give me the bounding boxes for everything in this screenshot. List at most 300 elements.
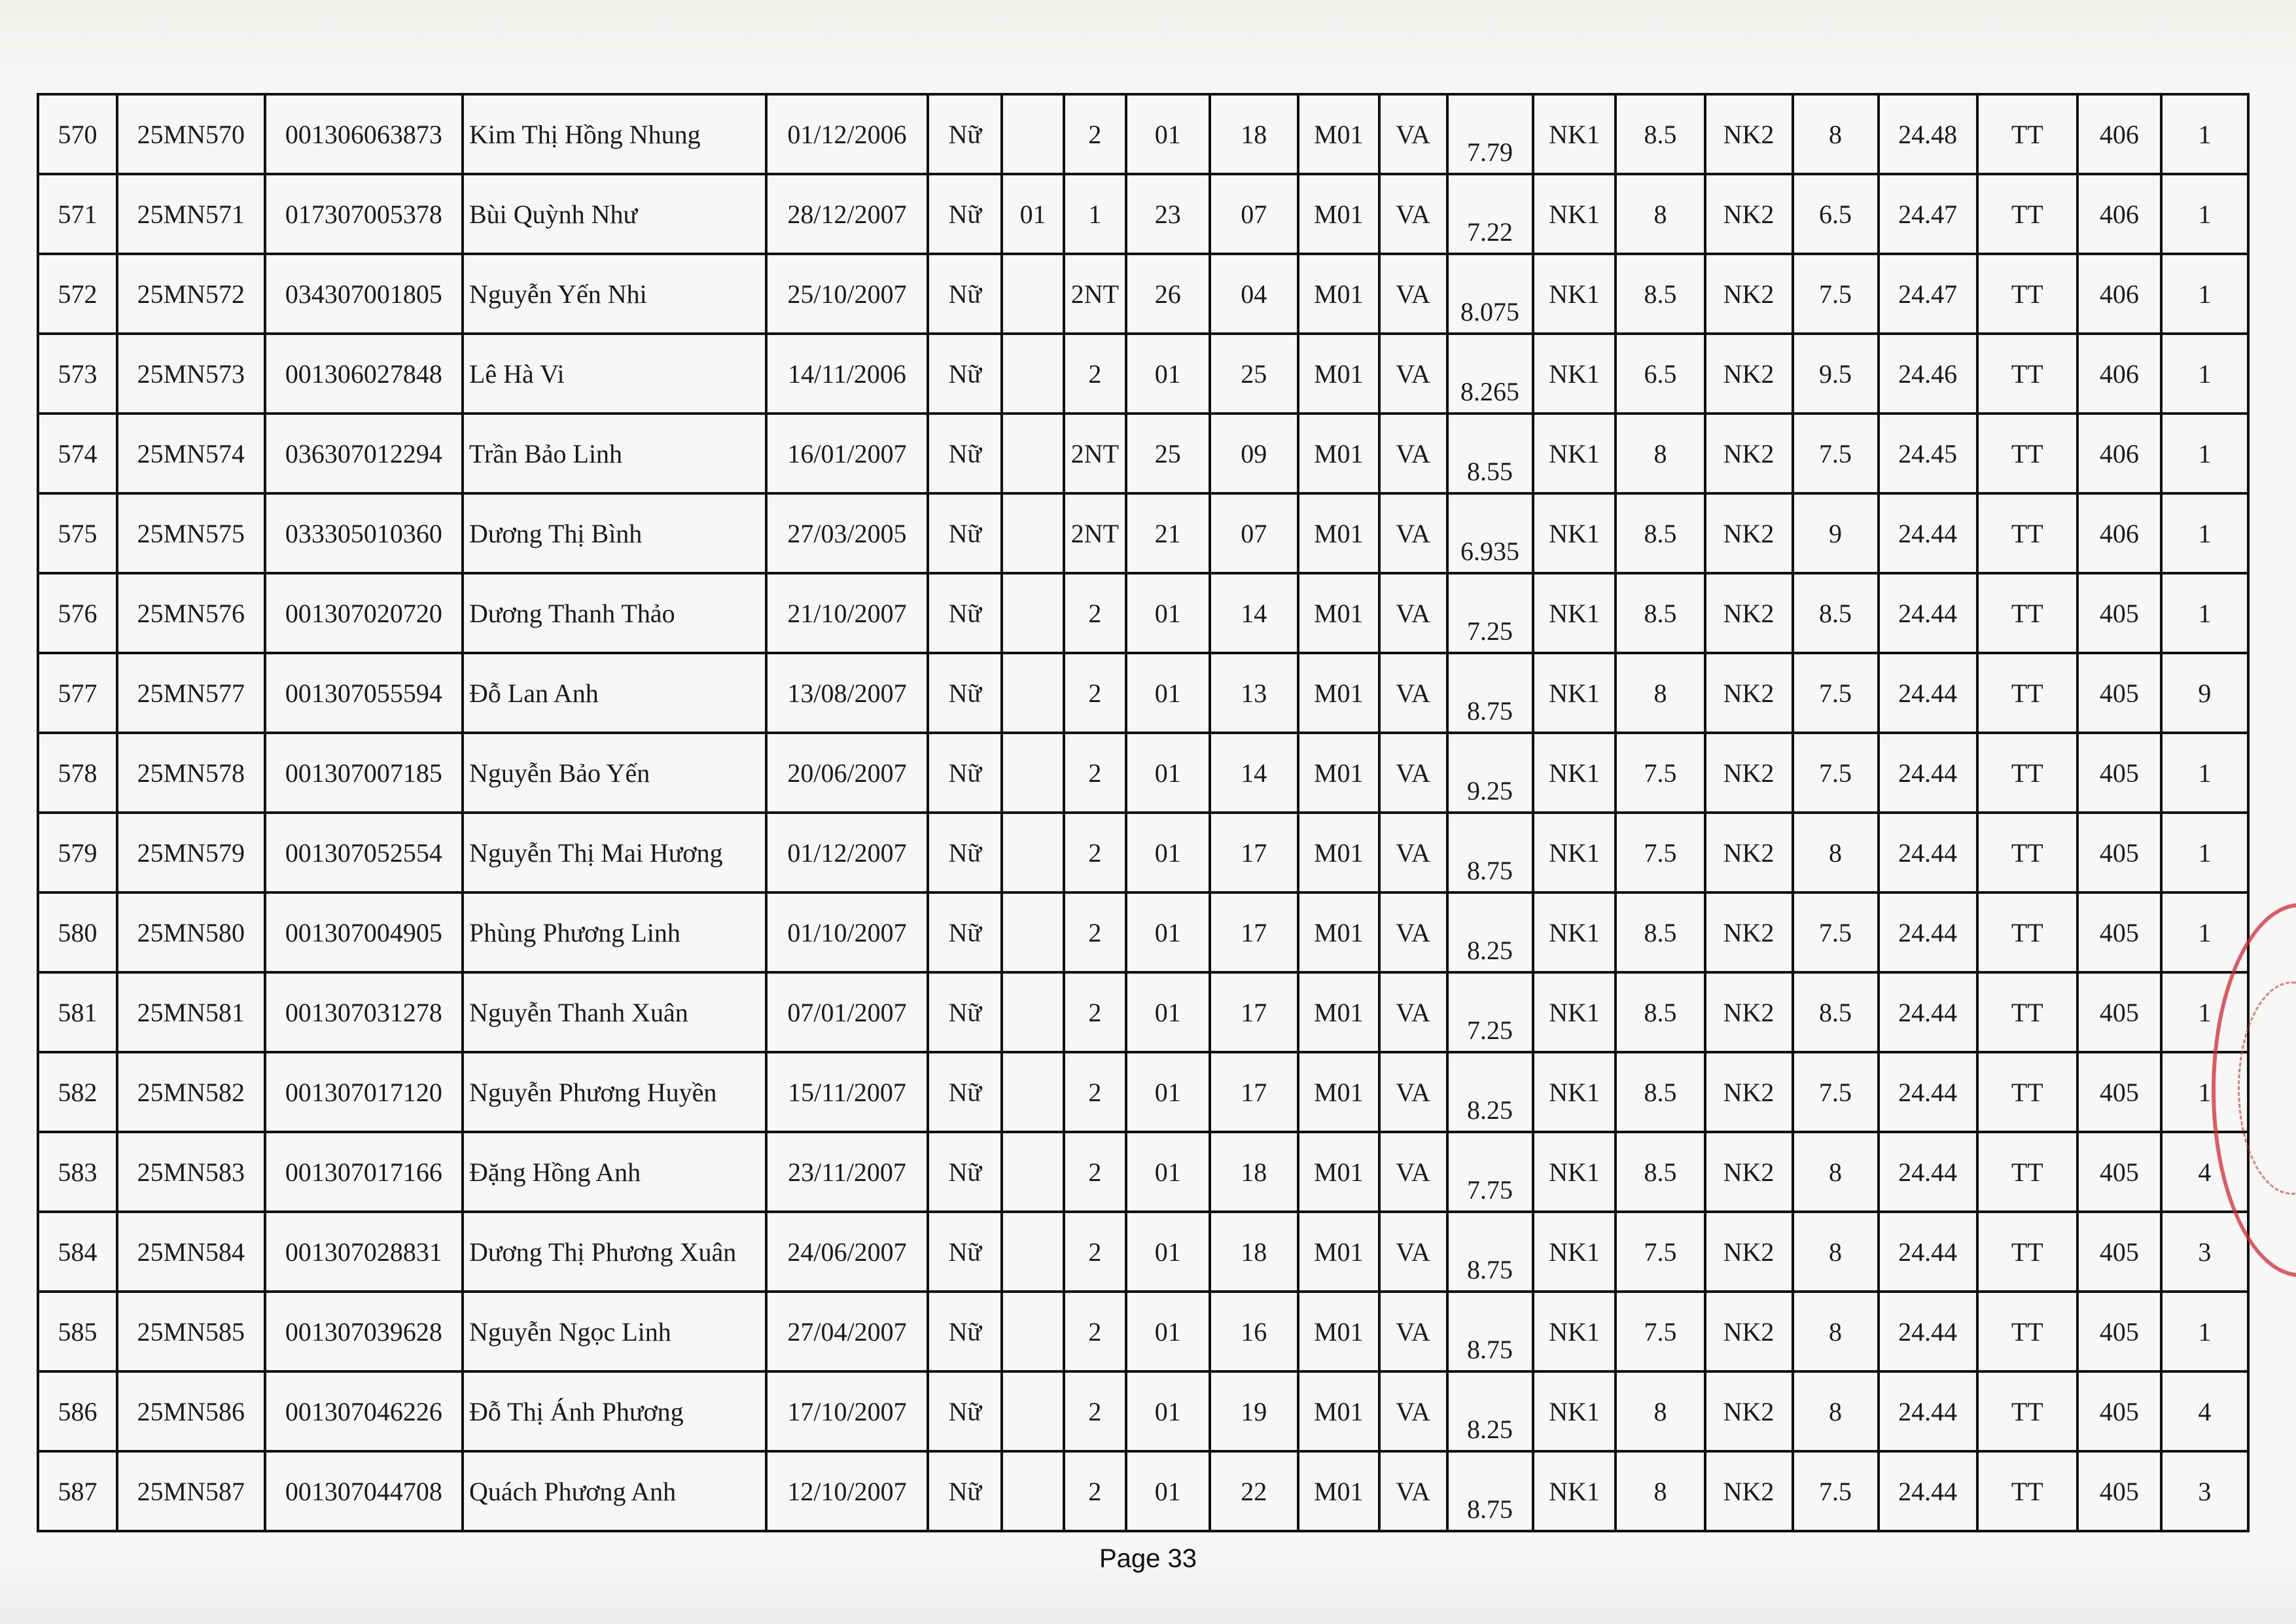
cell-subject-code: VA bbox=[1379, 94, 1447, 174]
cell-exam-block: M01 bbox=[1298, 1132, 1379, 1212]
cell-aptitude-2-code: NK2 bbox=[1705, 334, 1793, 414]
cell-wish-order: 3 bbox=[2161, 1212, 2248, 1292]
cell-birth-date: 07/01/2007 bbox=[766, 972, 928, 1052]
cell-birth-date: 23/11/2007 bbox=[766, 1132, 928, 1212]
cell-total-score: 24.44 bbox=[1879, 892, 1977, 972]
cell-aptitude-2-score: 8.5 bbox=[1793, 972, 1879, 1052]
cell-birth-date: 14/11/2006 bbox=[766, 334, 928, 414]
table-row bbox=[38, 94, 2248, 174]
cell-stt: 587 bbox=[38, 1451, 117, 1531]
cell-province-code: 01 bbox=[1126, 1371, 1210, 1451]
cell-wish-order: 3 bbox=[2161, 1451, 2248, 1531]
cell-candidate-code: 25MN581 bbox=[117, 972, 265, 1052]
cell-subject-score: 6.935 bbox=[1447, 493, 1533, 573]
cell-subject-score: 8.75 bbox=[1447, 813, 1533, 892]
cell-exam-block: M01 bbox=[1298, 94, 1379, 174]
cell-status: TT bbox=[1977, 733, 2077, 813]
table-row bbox=[38, 254, 2248, 334]
cell-birth-date: 01/12/2007 bbox=[766, 813, 928, 892]
cell-province-code: 01 bbox=[1126, 1292, 1210, 1371]
cell-gender: Nữ bbox=[928, 254, 1002, 334]
cell-exam-block: M01 bbox=[1298, 1292, 1379, 1371]
cell-id-number: 001307028831 bbox=[265, 1212, 463, 1292]
cell-subject-score: 7.79 bbox=[1447, 94, 1533, 174]
cell-subject-score: 8.25 bbox=[1447, 892, 1533, 972]
cell-priority-object bbox=[1002, 1132, 1064, 1212]
cell-aptitude-2-score: 7.5 bbox=[1793, 1451, 1879, 1531]
cell-aptitude-1-score: 8 bbox=[1616, 1371, 1704, 1451]
cell-gender: Nữ bbox=[928, 1451, 1002, 1531]
cell-district-code: 13 bbox=[1210, 653, 1298, 733]
cell-full-name: Nguyễn Yến Nhi bbox=[463, 254, 766, 334]
table-row bbox=[38, 972, 2248, 1052]
table-row bbox=[38, 1292, 2248, 1371]
cell-aptitude-1-score: 8 bbox=[1616, 414, 1704, 493]
cell-full-name: Dương Thanh Thảo bbox=[463, 573, 766, 653]
cell-area: 1 bbox=[1064, 174, 1126, 254]
cell-subject-score: 7.22 bbox=[1447, 174, 1533, 254]
cell-gender: Nữ bbox=[928, 1371, 1002, 1451]
cell-candidate-code: 25MN583 bbox=[117, 1132, 265, 1212]
cell-wish-order: 1 bbox=[2161, 94, 2248, 174]
table-row bbox=[38, 414, 2248, 493]
cell-rank-code: 405 bbox=[2077, 1371, 2161, 1451]
cell-aptitude-2-code: NK2 bbox=[1705, 892, 1793, 972]
cell-exam-block: M01 bbox=[1298, 334, 1379, 414]
cell-aptitude-2-code: NK2 bbox=[1705, 493, 1793, 573]
cell-total-score: 24.47 bbox=[1879, 174, 1977, 254]
cell-aptitude-1-code: NK1 bbox=[1533, 1292, 1616, 1371]
cell-total-score: 24.44 bbox=[1879, 653, 1977, 733]
cell-area: 2 bbox=[1064, 334, 1126, 414]
cell-province-code: 01 bbox=[1126, 653, 1210, 733]
cell-priority-object bbox=[1002, 573, 1064, 653]
cell-birth-date: 17/10/2007 bbox=[766, 1371, 928, 1451]
cell-aptitude-1-code: NK1 bbox=[1533, 1451, 1616, 1531]
table-row bbox=[38, 733, 2248, 813]
cell-exam-block: M01 bbox=[1298, 1212, 1379, 1292]
cell-full-name: Nguyễn Thanh Xuân bbox=[463, 972, 766, 1052]
cell-aptitude-2-score: 8 bbox=[1793, 1371, 1879, 1451]
cell-id-number: 034307001805 bbox=[265, 254, 463, 334]
cell-area: 2 bbox=[1064, 1292, 1126, 1371]
cell-id-number: 033305010360 bbox=[265, 493, 463, 573]
cell-aptitude-1-score: 7.5 bbox=[1616, 1212, 1704, 1292]
cell-district-code: 25 bbox=[1210, 334, 1298, 414]
cell-wish-order: 1 bbox=[2161, 573, 2248, 653]
cell-subject-code: VA bbox=[1379, 972, 1447, 1052]
cell-priority-object bbox=[1002, 334, 1064, 414]
cell-subject-code: VA bbox=[1379, 1451, 1447, 1531]
cell-subject-score: 8.75 bbox=[1447, 1212, 1533, 1292]
cell-district-code: 22 bbox=[1210, 1451, 1298, 1531]
cell-aptitude-1-score: 6.5 bbox=[1616, 334, 1704, 414]
cell-gender: Nữ bbox=[928, 1132, 1002, 1212]
cell-aptitude-1-score: 8 bbox=[1616, 174, 1704, 254]
cell-exam-block: M01 bbox=[1298, 1451, 1379, 1531]
table-row bbox=[38, 1212, 2248, 1292]
cell-aptitude-2-score: 8 bbox=[1793, 813, 1879, 892]
cell-aptitude-1-score: 7.5 bbox=[1616, 1292, 1704, 1371]
cell-province-code: 01 bbox=[1126, 813, 1210, 892]
cell-wish-order: 1 bbox=[2161, 334, 2248, 414]
cell-province-code: 23 bbox=[1126, 174, 1210, 254]
cell-status: TT bbox=[1977, 1132, 2077, 1212]
cell-status: TT bbox=[1977, 892, 2077, 972]
cell-subject-score: 8.25 bbox=[1447, 1371, 1533, 1451]
cell-aptitude-1-code: NK1 bbox=[1533, 1371, 1616, 1451]
cell-province-code: 26 bbox=[1126, 254, 1210, 334]
cell-total-score: 24.44 bbox=[1879, 813, 1977, 892]
cell-wish-order: 1 bbox=[2161, 254, 2248, 334]
cell-status: TT bbox=[1977, 334, 2077, 414]
cell-stt: 583 bbox=[38, 1132, 117, 1212]
cell-full-name: Bùi Quỳnh Như bbox=[463, 174, 766, 254]
table-row bbox=[38, 653, 2248, 733]
cell-priority-object bbox=[1002, 653, 1064, 733]
cell-status: TT bbox=[1977, 813, 2077, 892]
cell-aptitude-1-code: NK1 bbox=[1533, 1052, 1616, 1132]
cell-total-score: 24.44 bbox=[1879, 733, 1977, 813]
cell-rank-code: 405 bbox=[2077, 1292, 2161, 1371]
cell-area: 2 bbox=[1064, 972, 1126, 1052]
cell-subject-score: 8.75 bbox=[1447, 1451, 1533, 1531]
cell-candidate-code: 25MN585 bbox=[117, 1292, 265, 1371]
cell-status: TT bbox=[1977, 254, 2077, 334]
cell-district-code: 14 bbox=[1210, 733, 1298, 813]
cell-full-name: Nguyễn Ngọc Linh bbox=[463, 1292, 766, 1371]
cell-subject-code: VA bbox=[1379, 1132, 1447, 1212]
cell-exam-block: M01 bbox=[1298, 573, 1379, 653]
cell-total-score: 24.44 bbox=[1879, 493, 1977, 573]
cell-subject-score: 8.265 bbox=[1447, 334, 1533, 414]
cell-priority-object: 01 bbox=[1002, 174, 1064, 254]
cell-district-code: 04 bbox=[1210, 254, 1298, 334]
cell-subject-code: VA bbox=[1379, 892, 1447, 972]
cell-subject-score: 8.75 bbox=[1447, 1292, 1533, 1371]
cell-total-score: 24.46 bbox=[1879, 334, 1977, 414]
cell-full-name: Kim Thị Hồng Nhung bbox=[463, 94, 766, 174]
cell-subject-code: VA bbox=[1379, 733, 1447, 813]
cell-aptitude-2-score: 9 bbox=[1793, 493, 1879, 573]
table-row bbox=[38, 892, 2248, 972]
cell-province-code: 01 bbox=[1126, 1132, 1210, 1212]
cell-subject-score: 8.075 bbox=[1447, 254, 1533, 334]
cell-full-name: Phùng Phương Linh bbox=[463, 892, 766, 972]
cell-birth-date: 16/01/2007 bbox=[766, 414, 928, 493]
cell-candidate-code: 25MN582 bbox=[117, 1052, 265, 1132]
cell-aptitude-2-score: 7.5 bbox=[1793, 254, 1879, 334]
cell-aptitude-1-score: 8.5 bbox=[1616, 1052, 1704, 1132]
cell-gender: Nữ bbox=[928, 1052, 1002, 1132]
cell-aptitude-2-code: NK2 bbox=[1705, 573, 1793, 653]
cell-status: TT bbox=[1977, 1451, 2077, 1531]
cell-subject-score: 7.25 bbox=[1447, 972, 1533, 1052]
cell-aptitude-1-score: 8.5 bbox=[1616, 1132, 1704, 1212]
table-row bbox=[38, 1052, 2248, 1132]
cell-stt: 578 bbox=[38, 733, 117, 813]
cell-district-code: 07 bbox=[1210, 174, 1298, 254]
cell-exam-block: M01 bbox=[1298, 653, 1379, 733]
cell-area: 2 bbox=[1064, 892, 1126, 972]
cell-area: 2 bbox=[1064, 1212, 1126, 1292]
cell-priority-object bbox=[1002, 1292, 1064, 1371]
cell-stt: 576 bbox=[38, 573, 117, 653]
cell-aptitude-2-score: 7.5 bbox=[1793, 653, 1879, 733]
cell-stt: 582 bbox=[38, 1052, 117, 1132]
cell-district-code: 19 bbox=[1210, 1371, 1298, 1451]
cell-area: 2 bbox=[1064, 1132, 1126, 1212]
cell-candidate-code: 25MN573 bbox=[117, 334, 265, 414]
cell-subject-score: 9.25 bbox=[1447, 733, 1533, 813]
table-row bbox=[38, 813, 2248, 892]
cell-rank-code: 406 bbox=[2077, 334, 2161, 414]
cell-district-code: 16 bbox=[1210, 1292, 1298, 1371]
cell-birth-date: 25/10/2007 bbox=[766, 254, 928, 334]
cell-priority-object bbox=[1002, 733, 1064, 813]
cell-area: 2 bbox=[1064, 573, 1126, 653]
cell-aptitude-1-score: 8.5 bbox=[1616, 972, 1704, 1052]
cell-stt: 575 bbox=[38, 493, 117, 573]
cell-aptitude-1-score: 8.5 bbox=[1616, 573, 1704, 653]
cell-aptitude-2-score: 8 bbox=[1793, 1212, 1879, 1292]
cell-candidate-code: 25MN575 bbox=[117, 493, 265, 573]
table-row bbox=[38, 1371, 2248, 1451]
cell-aptitude-2-code: NK2 bbox=[1705, 733, 1793, 813]
cell-rank-code: 406 bbox=[2077, 414, 2161, 493]
cell-stt: 580 bbox=[38, 892, 117, 972]
cell-subject-score: 8.75 bbox=[1447, 653, 1533, 733]
cell-candidate-code: 25MN571 bbox=[117, 174, 265, 254]
cell-stt: 584 bbox=[38, 1212, 117, 1292]
cell-aptitude-1-code: NK1 bbox=[1533, 573, 1616, 653]
cell-wish-order: 1 bbox=[2161, 414, 2248, 493]
cell-stt: 570 bbox=[38, 94, 117, 174]
cell-subject-code: VA bbox=[1379, 254, 1447, 334]
cell-id-number: 001307055594 bbox=[265, 653, 463, 733]
cell-birth-date: 27/03/2005 bbox=[766, 493, 928, 573]
cell-priority-object bbox=[1002, 1371, 1064, 1451]
cell-aptitude-2-code: NK2 bbox=[1705, 414, 1793, 493]
cell-priority-object bbox=[1002, 1052, 1064, 1132]
cell-full-name: Dương Thị Phương Xuân bbox=[463, 1212, 766, 1292]
cell-stt: 581 bbox=[38, 972, 117, 1052]
cell-gender: Nữ bbox=[928, 493, 1002, 573]
cell-subject-code: VA bbox=[1379, 1212, 1447, 1292]
cell-priority-object bbox=[1002, 493, 1064, 573]
cell-aptitude-1-score: 8 bbox=[1616, 653, 1704, 733]
cell-exam-block: M01 bbox=[1298, 892, 1379, 972]
cell-subject-score: 7.75 bbox=[1447, 1132, 1533, 1212]
cell-exam-block: M01 bbox=[1298, 813, 1379, 892]
cell-aptitude-2-code: NK2 bbox=[1705, 972, 1793, 1052]
cell-exam-block: M01 bbox=[1298, 493, 1379, 573]
cell-province-code: 01 bbox=[1126, 94, 1210, 174]
cell-subject-score: 8.55 bbox=[1447, 414, 1533, 493]
cell-id-number: 001307004905 bbox=[265, 892, 463, 972]
cell-stt: 579 bbox=[38, 813, 117, 892]
cell-candidate-code: 25MN577 bbox=[117, 653, 265, 733]
cell-exam-block: M01 bbox=[1298, 733, 1379, 813]
cell-aptitude-1-code: NK1 bbox=[1533, 653, 1616, 733]
cell-district-code: 17 bbox=[1210, 813, 1298, 892]
cell-total-score: 24.44 bbox=[1879, 972, 1977, 1052]
cell-id-number: 001307017166 bbox=[265, 1132, 463, 1212]
cell-area: 2 bbox=[1064, 1371, 1126, 1451]
cell-aptitude-2-code: NK2 bbox=[1705, 1212, 1793, 1292]
cell-wish-order: 4 bbox=[2161, 1132, 2248, 1212]
cell-birth-date: 13/08/2007 bbox=[766, 653, 928, 733]
cell-candidate-code: 25MN586 bbox=[117, 1371, 265, 1451]
cell-aptitude-1-code: NK1 bbox=[1533, 1132, 1616, 1212]
cell-aptitude-1-code: NK1 bbox=[1533, 174, 1616, 254]
cell-full-name: Lê Hà Vi bbox=[463, 334, 766, 414]
cell-exam-block: M01 bbox=[1298, 1371, 1379, 1451]
cell-candidate-code: 25MN570 bbox=[117, 94, 265, 174]
cell-candidate-code: 25MN574 bbox=[117, 414, 265, 493]
cell-status: TT bbox=[1977, 1052, 2077, 1132]
cell-province-code: 01 bbox=[1126, 892, 1210, 972]
cell-aptitude-1-score: 7.5 bbox=[1616, 813, 1704, 892]
cell-stt: 586 bbox=[38, 1371, 117, 1451]
cell-candidate-code: 25MN572 bbox=[117, 254, 265, 334]
cell-aptitude-1-code: NK1 bbox=[1533, 493, 1616, 573]
cell-area: 2 bbox=[1064, 733, 1126, 813]
cell-id-number: 001307052554 bbox=[265, 813, 463, 892]
cell-id-number: 001307039628 bbox=[265, 1292, 463, 1371]
cell-full-name: Trần Bảo Linh bbox=[463, 414, 766, 493]
cell-stt: 571 bbox=[38, 174, 117, 254]
cell-aptitude-2-score: 6.5 bbox=[1793, 174, 1879, 254]
cell-gender: Nữ bbox=[928, 573, 1002, 653]
cell-status: TT bbox=[1977, 573, 2077, 653]
cell-wish-order: 1 bbox=[2161, 972, 2248, 1052]
cell-birth-date: 12/10/2007 bbox=[766, 1451, 928, 1531]
cell-district-code: 09 bbox=[1210, 414, 1298, 493]
cell-area: 2 bbox=[1064, 1451, 1126, 1531]
cell-district-code: 17 bbox=[1210, 1052, 1298, 1132]
cell-aptitude-2-code: NK2 bbox=[1705, 1292, 1793, 1371]
cell-rank-code: 406 bbox=[2077, 174, 2161, 254]
cell-exam-block: M01 bbox=[1298, 1052, 1379, 1132]
cell-wish-order: 1 bbox=[2161, 1292, 2248, 1371]
cell-subject-code: VA bbox=[1379, 573, 1447, 653]
cell-aptitude-2-score: 9.5 bbox=[1793, 334, 1879, 414]
cell-wish-order: 1 bbox=[2161, 813, 2248, 892]
cell-rank-code: 405 bbox=[2077, 1451, 2161, 1531]
cell-full-name: Nguyễn Thị Mai Hương bbox=[463, 813, 766, 892]
cell-subject-code: VA bbox=[1379, 334, 1447, 414]
cell-stt: 572 bbox=[38, 254, 117, 334]
cell-id-number: 017307005378 bbox=[265, 174, 463, 254]
cell-total-score: 24.44 bbox=[1879, 573, 1977, 653]
cell-full-name: Nguyễn Phương Huyền bbox=[463, 1052, 766, 1132]
cell-candidate-code: 25MN587 bbox=[117, 1451, 265, 1531]
cell-area: 2 bbox=[1064, 1052, 1126, 1132]
cell-district-code: 17 bbox=[1210, 972, 1298, 1052]
cell-province-code: 01 bbox=[1126, 573, 1210, 653]
cell-wish-order: 1 bbox=[2161, 493, 2248, 573]
cell-province-code: 01 bbox=[1126, 972, 1210, 1052]
cell-aptitude-1-code: NK1 bbox=[1533, 414, 1616, 493]
cell-district-code: 07 bbox=[1210, 493, 1298, 573]
cell-rank-code: 405 bbox=[2077, 892, 2161, 972]
cell-rank-code: 405 bbox=[2077, 1212, 2161, 1292]
cell-wish-order: 1 bbox=[2161, 892, 2248, 972]
cell-aptitude-2-score: 8 bbox=[1793, 94, 1879, 174]
cell-aptitude-1-score: 8.5 bbox=[1616, 94, 1704, 174]
cell-id-number: 001307017120 bbox=[265, 1052, 463, 1132]
cell-gender: Nữ bbox=[928, 1292, 1002, 1371]
cell-province-code: 01 bbox=[1126, 334, 1210, 414]
cell-candidate-code: 25MN576 bbox=[117, 573, 265, 653]
cell-priority-object bbox=[1002, 1451, 1064, 1531]
cell-gender: Nữ bbox=[928, 334, 1002, 414]
table-row bbox=[38, 1132, 2248, 1212]
cell-aptitude-2-score: 7.5 bbox=[1793, 733, 1879, 813]
cell-gender: Nữ bbox=[928, 813, 1002, 892]
cell-priority-object bbox=[1002, 414, 1064, 493]
cell-province-code: 01 bbox=[1126, 1052, 1210, 1132]
cell-birth-date: 24/06/2007 bbox=[766, 1212, 928, 1292]
cell-total-score: 24.44 bbox=[1879, 1212, 1977, 1292]
cell-total-score: 24.48 bbox=[1879, 94, 1977, 174]
cell-total-score: 24.45 bbox=[1879, 414, 1977, 493]
cell-aptitude-1-code: NK1 bbox=[1533, 813, 1616, 892]
cell-aptitude-1-score: 8 bbox=[1616, 1451, 1704, 1531]
page-number: Page 33 bbox=[1099, 1544, 1197, 1573]
cell-aptitude-1-code: NK1 bbox=[1533, 892, 1616, 972]
cell-subject-code: VA bbox=[1379, 493, 1447, 573]
cell-rank-code: 405 bbox=[2077, 653, 2161, 733]
cell-area: 2 bbox=[1064, 653, 1126, 733]
table-row bbox=[38, 334, 2248, 414]
cell-full-name: Đặng Hồng Anh bbox=[463, 1132, 766, 1212]
cell-aptitude-2-code: NK2 bbox=[1705, 1451, 1793, 1531]
cell-aptitude-2-code: NK2 bbox=[1705, 1371, 1793, 1451]
cell-total-score: 24.44 bbox=[1879, 1451, 1977, 1531]
cell-total-score: 24.44 bbox=[1879, 1292, 1977, 1371]
cell-subject-score: 8.25 bbox=[1447, 1052, 1533, 1132]
cell-priority-object bbox=[1002, 94, 1064, 174]
cell-total-score: 24.44 bbox=[1879, 1132, 1977, 1212]
cell-aptitude-2-score: 7.5 bbox=[1793, 414, 1879, 493]
cell-district-code: 17 bbox=[1210, 892, 1298, 972]
cell-subject-code: VA bbox=[1379, 174, 1447, 254]
cell-aptitude-1-code: NK1 bbox=[1533, 254, 1616, 334]
cell-gender: Nữ bbox=[928, 94, 1002, 174]
cell-area: 2NT bbox=[1064, 414, 1126, 493]
cell-full-name: Đỗ Thị Ánh Phương bbox=[463, 1371, 766, 1451]
cell-id-number: 001307046226 bbox=[265, 1371, 463, 1451]
cell-stt: 574 bbox=[38, 414, 117, 493]
cell-aptitude-1-code: NK1 bbox=[1533, 334, 1616, 414]
cell-wish-order: 1 bbox=[2161, 174, 2248, 254]
cell-priority-object bbox=[1002, 892, 1064, 972]
cell-status: TT bbox=[1977, 1292, 2077, 1371]
cell-candidate-code: 25MN580 bbox=[117, 892, 265, 972]
cell-rank-code: 405 bbox=[2077, 573, 2161, 653]
cell-priority-object bbox=[1002, 972, 1064, 1052]
cell-birth-date: 21/10/2007 bbox=[766, 573, 928, 653]
cell-aptitude-2-code: NK2 bbox=[1705, 254, 1793, 334]
cell-aptitude-1-code: NK1 bbox=[1533, 972, 1616, 1052]
cell-province-code: 01 bbox=[1126, 1212, 1210, 1292]
cell-subject-score: 7.25 bbox=[1447, 573, 1533, 653]
cell-gender: Nữ bbox=[928, 892, 1002, 972]
cell-subject-code: VA bbox=[1379, 653, 1447, 733]
cell-id-number: 036307012294 bbox=[265, 414, 463, 493]
